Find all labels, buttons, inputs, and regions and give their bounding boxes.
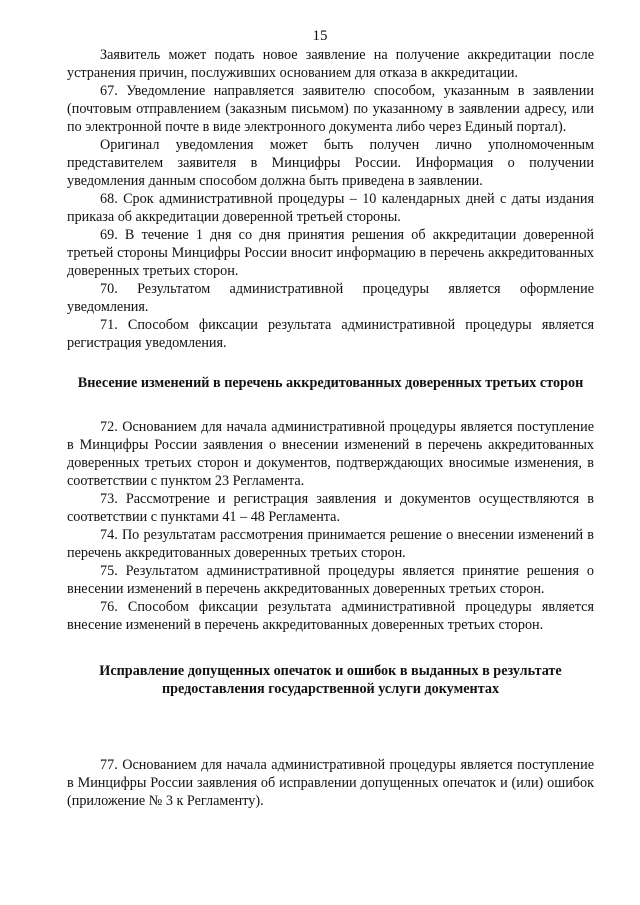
page-number: 15 [312,28,328,44]
paragraph-72: 72. Основанием для начала административной процедуры является поступление в Минцифры России заявления о внесении изменений в перечень аккредитованных доверенных третьих сторон и документов, подтверждающих вносимые изменения, в соответствии с пунктом 23 Регламента. [67,419,594,489]
section-heading-amendments: Внесение изменений в перечень аккредитованных доверенных третьих сторон [77,375,584,391]
paragraph-74: 74. По результатам рассмотрения принимается решение о внесении изменений в перечень аккредитованных доверенных третьих сторон. [67,527,594,561]
paragraph-70: 70. Результатом административной процедуры является оформление уведомления. [67,281,594,315]
section-heading-corrections: Исправление допущенных опечаток и ошибок в выданных в результате предоставления государственной услуги документах [99,663,562,697]
document-body [67,46,594,810]
paragraph-reapply: Заявитель может подать новое заявление на получение аккредитации после устранения причин, послуживших основанием для отказа в аккредитации. [67,47,594,81]
paragraph-73: 73. Рассмотрение и регистрация заявления и документов осуществляются в соответствии с пунктами 41 – 48 Регламента. [67,491,594,525]
paragraph-original-notice: Оригинал уведомления может быть получен лично уполномоченным представителем заявителя в Минцифры России. Информация о получении уведомления данным способом должна быть приведена в заявлении. [67,137,594,189]
paragraph-69: 69. В течение 1 дня со дня принятия решения об аккредитации доверенной третьей стороны Минцифры России вносит информацию в перечень аккредитованных доверенных третьих сторон. [67,227,594,279]
paragraph-77: 77. Основанием для начала административной процедуры является поступление в Минцифры России заявления об исправлении допущенных опечаток и (или) ошибок (приложение № 3 к Регламенту). [67,757,594,809]
paragraph-68: 68. Срок административной процедуры – 10 календарных дней с даты издания приказа об аккредитации доверенной третьей стороны. [67,191,594,225]
paragraph-76: 76. Способом фиксации результата административной процедуры является внесение изменений в перечень аккредитованных доверенных третьих сторон. [67,599,594,633]
paragraph-67: 67. Уведомление направляется заявителю способом, указанным в заявлении (почтовым отправлением (заказным письмом) по указанному в заявлении адресу, или по электронной почте в виде электронного документа либо через Единый портал). [67,83,594,135]
paragraph-75: 75. Результатом административной процедуры является принятие решения о внесении изменений в перечень аккредитованных доверенных третьих сторон. [67,563,594,597]
paragraph-71: 71. Способом фиксации результата административной процедуры является регистрация уведомления. [67,317,594,351]
